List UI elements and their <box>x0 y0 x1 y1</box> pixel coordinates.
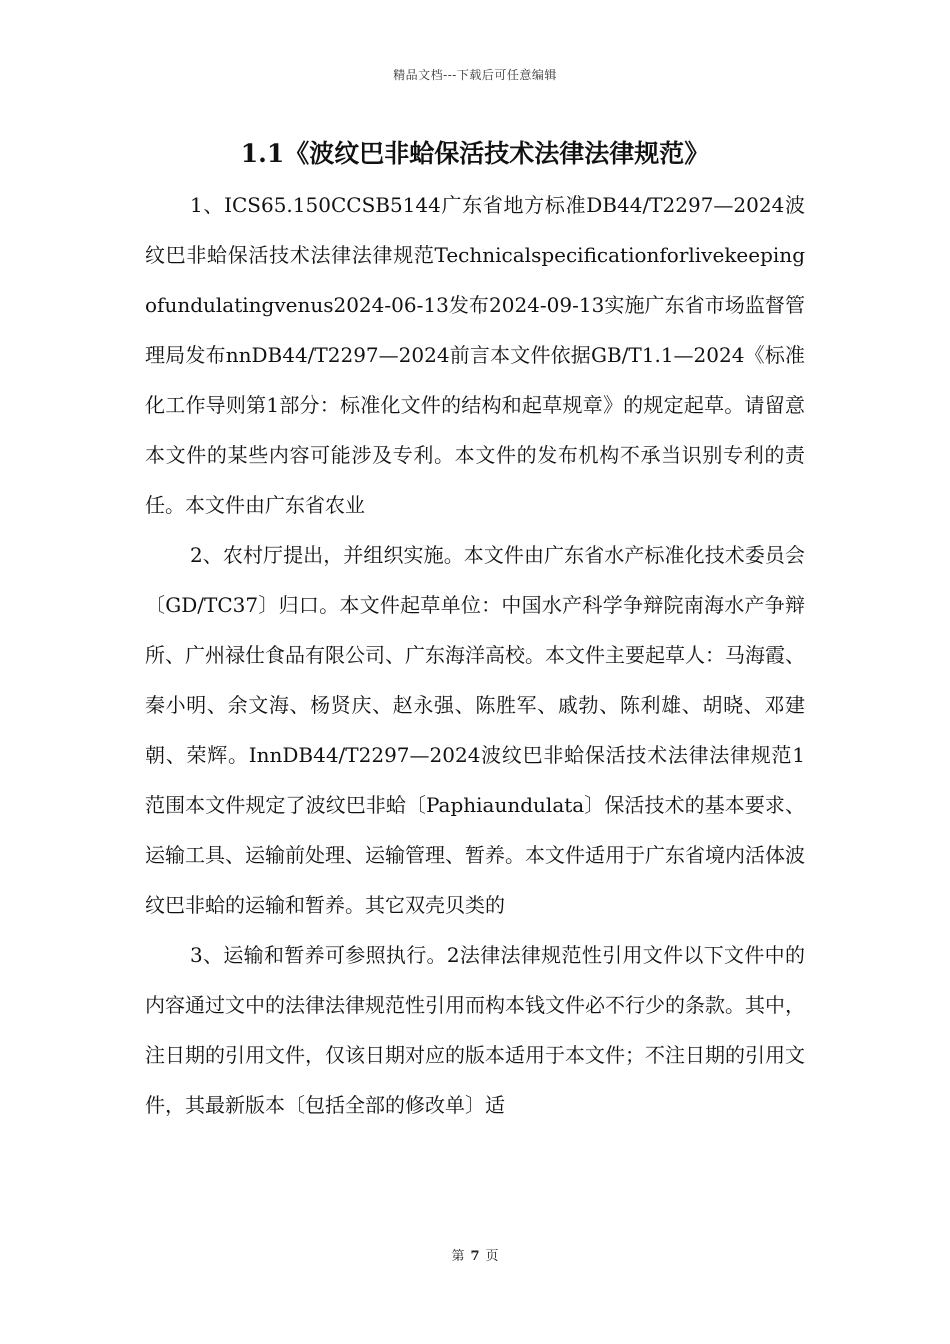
page-header: 精品文档---下载后可任意编辑 <box>393 68 557 82</box>
footer-prefix: 第 <box>451 1249 465 1264</box>
footer-suffix: 页 <box>485 1249 499 1264</box>
paragraph-1: 1、ICS65.150CCSB5144广东省地方标准DB44/T2297—2024波纹巴非蛤保活技术法律法律规范Technicalspecificationforlivekeepingofundulatingvenus2024-06-13发布2024-09-13实施广东省市场监督管理局发布nnDB44/T2297—2024前言本文件依据GB/T1.1—2024《标准化工作导则第1部分：标准化文件的结构和起草规章》的规定起草。请留意本文件的某些内容可能涉及专利。本文件的发布机构不承当识别专利的责任。本文件由广东省农业 <box>145 193 805 517</box>
page-number: 7 <box>470 1249 480 1264</box>
page-footer <box>0 1245 950 1264</box>
page-title: 1.1《波纹巴非蛤保活技术法律法律规范》 <box>240 139 710 168</box>
paragraph-3: 3、运输和暂养可参照执行。2法律法律规范性引用文件以下文件中的内容通过文中的法律法律规范性引用而构本钱文件必不行少的条款。其中，注日期的引用文件，仅该日期对应的版本适用于本文件；不注日期的引用文件，其最新版本〔包括全部的修改单〕适 <box>145 943 805 1117</box>
document-body <box>145 180 805 1130</box>
paragraph-2: 2、农村厅提出，并组织实施。本文件由广东省水产标准化技术委员会〔GD/TC37〕归口。本文件起草单位：中国水产科学争辩院南海水产争辩所、广州禄仕食品有限公司、广东海洋高校。本文件主要起草人：马海霞、秦小明、余文海、杨贤庆、赵永强、陈胜军、戚勃、陈利雄、胡晓、邓建朝、荣辉。InnDB44/T2297—2024波纹巴非蛤保活技术法律法律规范1范围本文件规定了波纹巴非蛤〔Paphiaundulata〕保活技术的基本要求、运输工具、运输前处理、运输管理、暂养。本文件适用于广东省境内活体波纹巴非蛤的运输和暂养。其它双壳贝类的 <box>145 543 805 917</box>
